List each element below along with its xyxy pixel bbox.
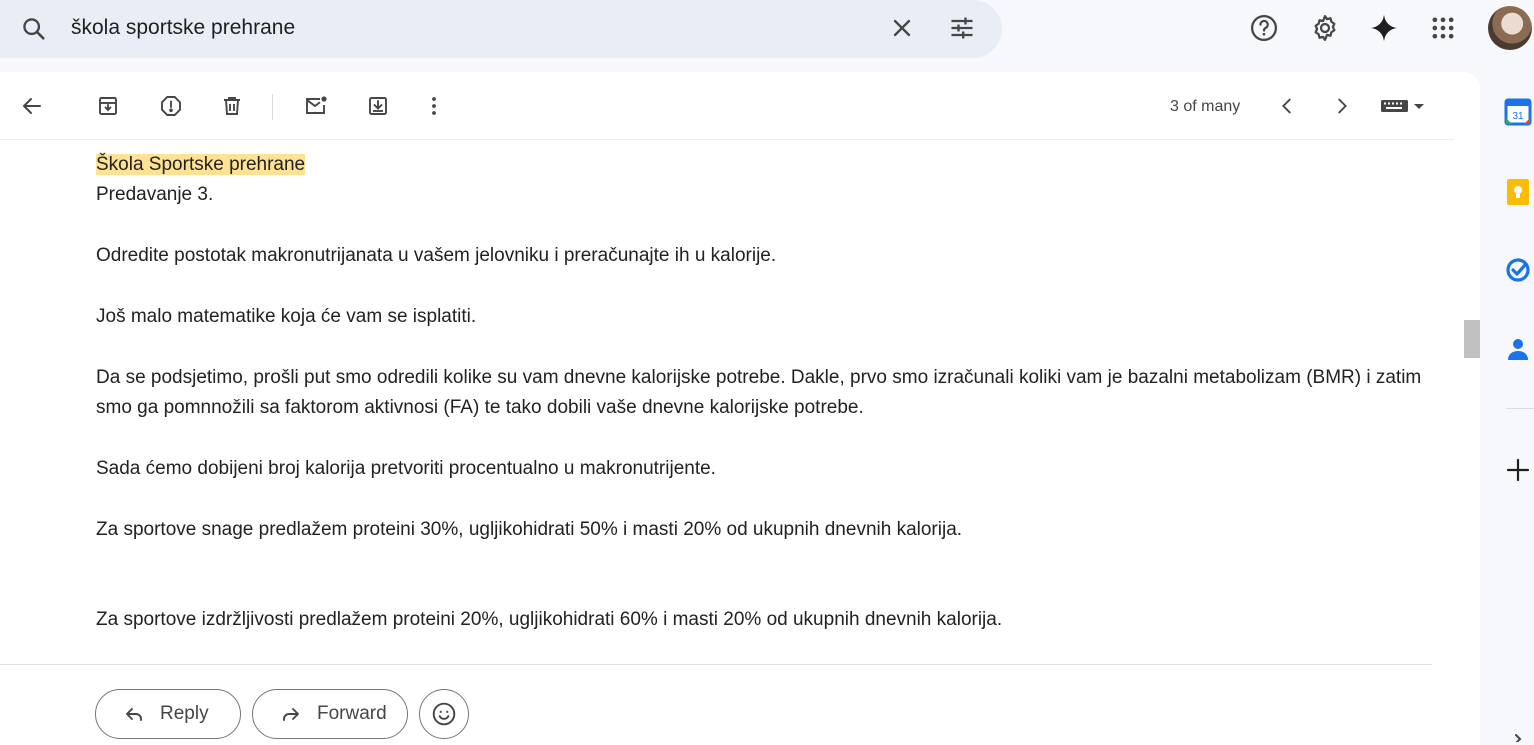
tasks-icon[interactable] (1504, 256, 1532, 284)
email-body (96, 150, 1426, 635)
archive-icon[interactable] (94, 92, 122, 120)
newer-chevron-left-icon[interactable] (1273, 92, 1301, 120)
forward-arrow-icon (279, 702, 303, 726)
clear-search-icon[interactable] (888, 14, 916, 42)
message-toolbar (0, 72, 1454, 140)
reply-label: Reply (160, 703, 209, 724)
smiley-icon (431, 701, 457, 727)
search-bar[interactable] (0, 0, 1002, 58)
search-options-icon[interactable] (948, 14, 976, 42)
calendar-icon[interactable] (1504, 98, 1532, 126)
search-icon[interactable] (20, 15, 48, 43)
forward-button[interactable] (252, 689, 408, 739)
toolbar-divider (272, 94, 273, 120)
keep-notes-icon[interactable] (1504, 178, 1532, 206)
forward-label: Forward (317, 703, 387, 724)
contacts-icon[interactable] (1504, 335, 1532, 363)
message-divider (0, 664, 1432, 665)
back-arrow-icon[interactable] (18, 92, 46, 120)
side-panel-divider (1506, 408, 1534, 409)
expand-panel-chevron-icon[interactable] (1504, 722, 1532, 742)
more-options-icon[interactable] (420, 92, 448, 120)
email-paragraph: Sada ćemo dobijeni broj kalorija pretvoriti procentualno u makronutrijente. (96, 458, 716, 479)
report-spam-icon[interactable] (157, 92, 185, 120)
input-tools-keyboard-icon[interactable] (1380, 92, 1428, 120)
older-chevron-right-icon[interactable] (1328, 92, 1356, 120)
email-paragraph: Odredite postotak makronutrijanata u vašem jelovniku i preračunajte ih u kalorije. (96, 245, 777, 266)
email-heading-highlighted: Škola Sportske prehrane (96, 154, 306, 175)
delete-trash-icon[interactable] (218, 92, 246, 120)
reply-button[interactable] (95, 689, 241, 739)
gemini-sparkle-icon[interactable] (1368, 12, 1400, 44)
message-view (0, 72, 1480, 745)
emoji-reaction-button[interactable] (419, 689, 469, 739)
scrollbar-thumb[interactable] (1464, 320, 1480, 358)
search-input[interactable]: škola sportske prehrane (71, 16, 296, 39)
settings-gear-icon[interactable] (1309, 12, 1341, 44)
reply-arrow-icon (122, 702, 146, 726)
email-paragraph: Za sportove izdržljivosti predlažem proteini 20%, ugljikohidrati 60% i masti 20% od ukupnih dnevnih kalorija. (96, 609, 1003, 630)
top-bar (0, 0, 1534, 72)
account-avatar[interactable] (1488, 6, 1532, 50)
pager-count: 3 of many (1170, 98, 1241, 115)
email-paragraph: Za sportove snage predlažem proteini 30%, ugljikohidrati 50% i masti 20% od ukupnih dnevnih kalorija. (96, 519, 963, 540)
email-paragraph: Predavanje 3. (96, 184, 214, 205)
email-paragraph: Da se podsjetimo, prošli put smo odredili kolike su vam dnevne kalorijske potrebe. Dakle, prvo smo izračunali koliki vam je bazalni metabolizam (BMR) i zatim smo ga pomnnožili sa faktorom aktivnosi (FA) te tako dobili vaše dnevne kalorijske potrebe. (96, 367, 1422, 418)
mark-unread-icon[interactable] (302, 92, 330, 120)
apps-grid-icon[interactable] (1427, 12, 1459, 44)
calendar-day-number: 31 (1512, 111, 1524, 122)
move-to-icon[interactable] (364, 92, 392, 120)
add-addon-plus-icon[interactable] (1504, 456, 1532, 484)
help-icon[interactable] (1248, 12, 1280, 44)
email-paragraph: Još malo matematike koja će vam se isplatiti. (96, 306, 477, 327)
